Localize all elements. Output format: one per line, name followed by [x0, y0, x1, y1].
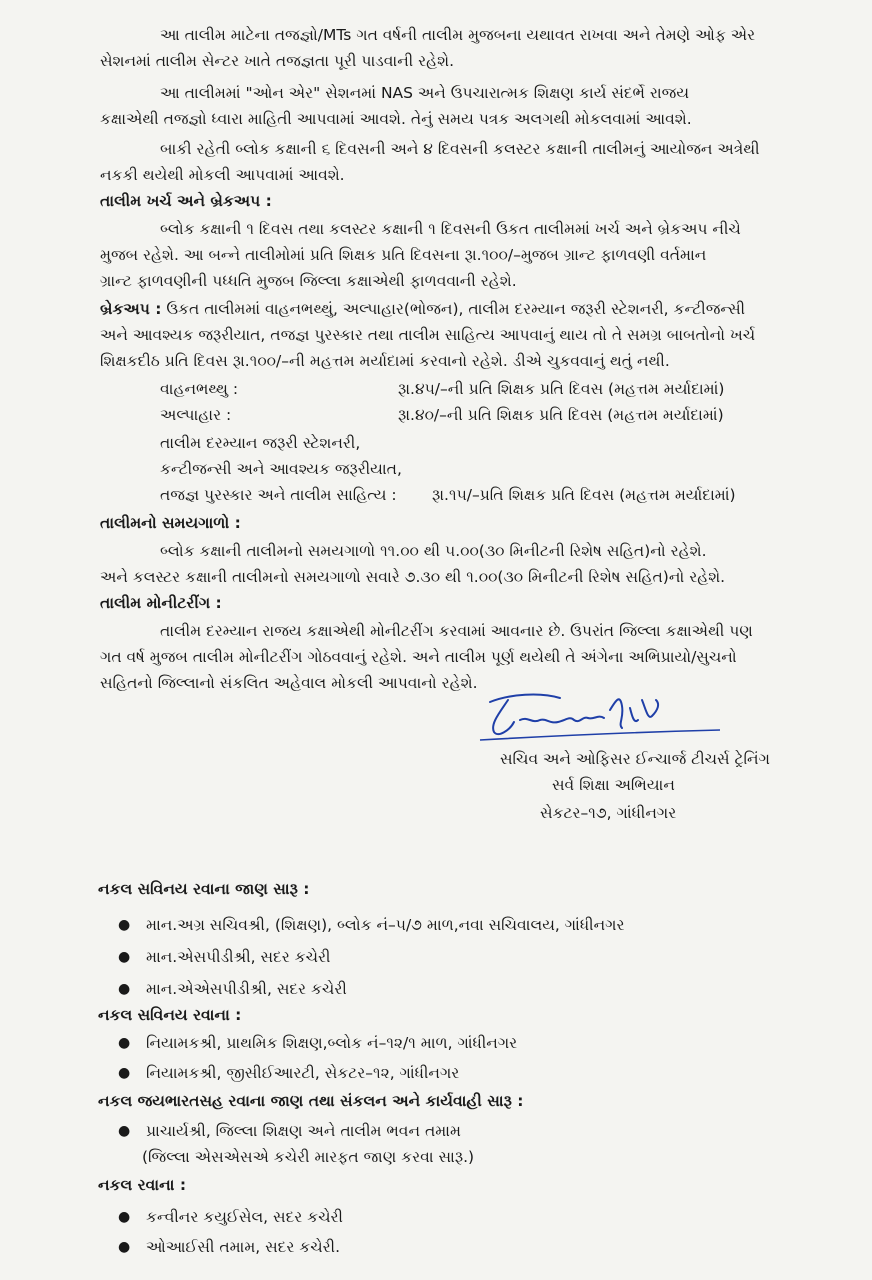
bullet-icon: ●	[118, 1209, 131, 1225]
para2-line1: આ તાલીમમાં "ઓન એર" સેશનમાં NAS અને ઉપચારાત્મક શિક્ષણ કાર્ય સંદર્ભે રાજય	[160, 84, 690, 102]
signature-title: સચિવ અને ઓફિસર ઈન્ચાર્જ ટીચર્સ ટ્રેનિંગ	[500, 750, 770, 768]
breakup-item1-amount: રૂા.૪૫/–ની પ્રતિ શિક્ષક પ્રતિ દિવસ (મહત્તમ મર્યાદામાં)	[398, 380, 725, 398]
copy-recipient-note: (જિલ્લા એસએસએ કચેરી મારફત જાણ કરવા સારૂ.)	[142, 1148, 475, 1166]
para2-line2: કક્ષાએથી તજજ્ઞો ધ્વારા માહિતી આપવામાં આવશે. તેનું સમય પત્રક અલગથી મોકલવામાં આવશે.	[100, 110, 692, 128]
expense-line2: મુજબ રહેશે. આ બન્ને તાલીમોમાં પ્રતિ શિક્ષક પ્રતિ દિવસના રૂા.૧૦૦/–મુજબ ગ્રાન્ટ ફાળવણી વર્તમાન	[100, 246, 707, 264]
breakup-item3-line3: તજજ્ઞ પુરસ્કાર અને તાલીમ સાહિત્ય :	[160, 486, 397, 504]
expense-line1: બ્લોક કક્ષાની ૧ દિવસ તથા કલસ્ટર કક્ષાની ૧ દિવસની ઉકત તાલીમમાં ખર્ચ અને બ્રેકઅપ નીચે	[160, 220, 741, 238]
para3-line2: નકકી થયેથી મોકલી આપવામાં આવશે.	[100, 166, 345, 184]
copy-recipient: માન.એસપીડીશ્રી, સદર કચેરી	[146, 948, 331, 966]
heading-timing: તાલીમનો સમયગાળો :	[100, 514, 241, 532]
signature-address: સેકટર–૧૭, ગાંધીનગર	[540, 804, 677, 822]
breakup-line1-text: ઉકત તાલીમમાં વાહનભથ્થું, અલ્પાહાર(ભોજન), તાલીમ દરમ્યાન જરૂરી સ્ટેશનરી, કન્ટીજન્સી	[161, 300, 746, 318]
copy-recipient: માન.અગ્ર સચિવશ્રી, (શિક્ષણ), બ્લોક નં–૫/૭ માળ,નવા સચિવાલય, ગાંધીનગર	[146, 916, 625, 934]
breakup-item2-name: અલ્પાહાર :	[160, 406, 232, 424]
para1-line2: સેશનમાં તાલીમ સેન્ટર ખાતે તજજ્ઞતા પૂરી પાડવાની રહેશે.	[100, 52, 455, 70]
breakup-item2-amount: રૂા.૪૦/–ની પ્રતિ શિક્ષક પ્રતિ દિવસ (મહત્તમ મર્યાદામાં)	[398, 406, 724, 424]
copies-heading-1: નકલ સવિનય રવાના જાણ સારૂ :	[98, 880, 310, 898]
bullet-icon: ●	[118, 981, 131, 997]
copy-recipient: ઓઆઈસી તમામ, સદર કચેરી.	[146, 1238, 341, 1256]
breakup-item1-name: વાહનભથ્થુ :	[160, 380, 239, 398]
copies-heading-4: નકલ રવાના :	[98, 1176, 187, 1194]
monitoring-line1: તાલીમ દરમ્યાન રાજય કક્ષાએથી મોનીટરીંગ કરવામાં આવનાર છે. ઉપરાંત જિલ્લા કક્ષાએથી પણ	[160, 622, 753, 640]
copy-recipient: નિયામકશ્રી, પ્રાથમિક શિક્ષણ,બ્લોક નં–૧૨/૧ માળ, ગાંધીનગર	[146, 1034, 518, 1052]
bullet-icon: ●	[118, 917, 131, 933]
para1-line1: આ તાલીમ માટેના તજજ્ઞો/MTs ગત વર્ષની તાલીમ મુજબના યથાવત રાખવા અને તેમણે ઓફ એર	[160, 26, 756, 44]
copy-recipient: પ્રાચાર્યશ્રી, જિલ્લા શિક્ષણ અને તાલીમ ભવન તમામ	[146, 1122, 461, 1140]
bullet-icon: ●	[118, 1123, 131, 1139]
bullet-icon: ●	[118, 1065, 131, 1081]
heading-monitoring: તાલીમ મોનીટરીંગ :	[100, 594, 222, 612]
copy-recipient: માન.એએસપીડીશ્રી, સદર કચેરી	[146, 980, 347, 998]
signature-org: સર્વ શિક્ષા અભિયાન	[552, 776, 675, 794]
copies-heading-3: નકલ જયભારતસહ રવાના જાણ તથા સંકલન અને કાર્યવાહી સારૂ :	[98, 1092, 524, 1110]
bullet-icon: ●	[118, 1239, 131, 1255]
signature-image	[470, 680, 730, 750]
bullet-icon: ●	[118, 949, 131, 965]
expense-line3: ગ્રાન્ટ ફાળવણીની પધ્ધતિ મુજબ જિલ્લા કક્ષાએથી ફાળવવાની રહેશે.	[100, 272, 517, 290]
breakup-label: બ્રેકઅપ :	[100, 300, 162, 318]
copy-recipient: કન્વીનર કયુઈસેલ, સદર કચેરી	[146, 1208, 343, 1226]
copy-recipient: નિયામકશ્રી, જીસીઈઆરટી, સેકટર–૧૨, ગાંધીનગર	[146, 1064, 460, 1082]
breakup-item3-line1: તાલીમ દરમ્યાન જરૂરી સ્ટેશનરી,	[160, 434, 361, 452]
breakup-line3: શિક્ષકદીઠ પ્રતિ દિવસ રૂા.૧૦૦/–ની મહત્તમ મર્યાદામાં કરવાનો રહેશે. ડીએ ચુકવવાનું થતું નથી.	[100, 352, 670, 370]
breakup-item3-amount: રૂા.૧૫/–પ્રતિ શિક્ષક પ્રતિ દિવસ (મહત્તમ મર્યાદામાં)	[432, 486, 736, 504]
breakup-line1	[100, 298, 745, 320]
breakup-item3-line2: કન્ટીજન્સી અને આવશ્યક જરૂરીયાત,	[160, 460, 402, 478]
para3-line1: બાકી રહેતી બ્લોક કક્ષાની ૬ દિવસની અને ૪ દિવસની કલસ્ટર કક્ષાની તાલીમનું આયોજન અત્રેથી	[160, 140, 760, 158]
monitoring-line3: સહિતનો જિલ્લાનો સંકલિત અહેવાલ મોકલી આપવાનો રહેશે.	[100, 674, 478, 692]
timing-line1: બ્લોક કક્ષાની તાલીમનો સમયગાળો ૧૧.૦૦ થી ૫.૦૦(૩૦ મિનીટની રિશેષ સહિત)નો રહેશે.	[160, 542, 707, 560]
timing-line2: અને કલસ્ટર કક્ષાની તાલીમનો સમયગાળો સવારે ૭.૩૦ થી ૧.૦૦(૩૦ મિનીટની રિશેષ સહિત)નો રહેશે.	[100, 568, 726, 586]
breakup-line2: અને આવશ્યક જરૂરીયાત, તજજ્ઞ પુરસ્કાર તથા તાલીમ સાહિત્ય આપવાનું થાય તો તે સમગ્ર બાબતોનો ખર્ચ	[100, 326, 756, 344]
copies-heading-2: નકલ સવિનય રવાના :	[98, 1006, 242, 1024]
bullet-icon: ●	[118, 1035, 131, 1051]
heading-expense: તાલીમ ખર્ચ અને બ્રેકઅપ :	[100, 192, 272, 210]
monitoring-line2: ગત વર્ષ મુજબ તાલીમ મોનીટરીંગ ગોઠવવાનું રહેશે. અને તાલીમ પૂર્ણ થયેથી તે અંગેના અભિપ્રાયો/સુચનો	[100, 648, 737, 666]
